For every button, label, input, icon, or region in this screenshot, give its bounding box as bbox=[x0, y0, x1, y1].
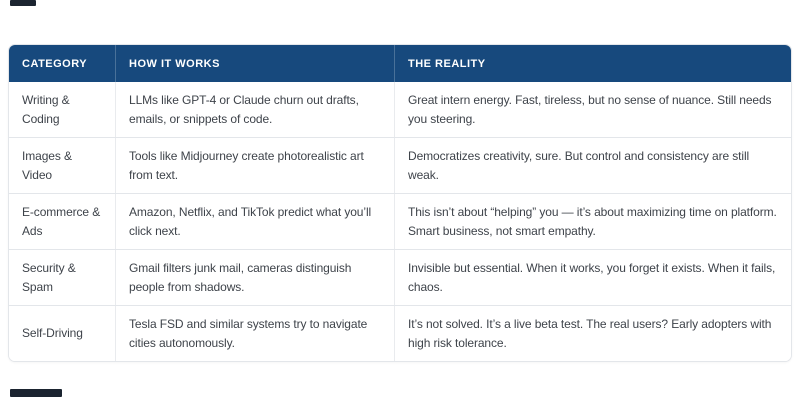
how-it-works-text: Tools like Midjourney create photorealistic art from text. bbox=[129, 148, 364, 182]
how-it-works-cell bbox=[115, 82, 394, 137]
table-row bbox=[9, 194, 791, 250]
reality-cell bbox=[394, 306, 791, 361]
column-header-the-reality bbox=[394, 45, 791, 82]
category-text: Writing & Coding bbox=[22, 92, 70, 126]
category-cell bbox=[9, 306, 115, 361]
column-header-how-it-works-label: HOW IT WORKS bbox=[129, 57, 220, 70]
how-it-works-text: Amazon, Netflix, and TikTok predict what you’ll click next. bbox=[129, 204, 372, 238]
reality-cell bbox=[394, 250, 791, 305]
how-it-works-cell bbox=[115, 250, 394, 305]
reality-text: This isn’t about “helping” you — it’s about maximizing time on platform. Smart business, not smart empathy. bbox=[408, 204, 777, 238]
how-it-works-text: Tesla FSD and similar systems try to navigate cities autonomously. bbox=[129, 316, 368, 350]
table-header-row bbox=[9, 45, 791, 82]
column-header-how-it-works bbox=[115, 45, 394, 82]
reality-text: Democratizes creativity, sure. But control and consistency are still weak. bbox=[408, 148, 750, 182]
reality-text: Great intern energy. Fast, tireless, but no sense of nuance. Still needs you steering. bbox=[408, 92, 772, 126]
table-row bbox=[9, 82, 791, 138]
reality-cell bbox=[394, 138, 791, 193]
how-it-works-text: LLMs like GPT-4 or Claude churn out drafts, emails, or snippets of code. bbox=[129, 92, 359, 126]
reality-text: It’s not solved. It’s a live beta test. The real users? Early adopters with high risk tolerance. bbox=[408, 316, 772, 350]
reality-text: Invisible but essential. When it works, you forget it exists. When it fails, chaos. bbox=[408, 260, 776, 294]
how-it-works-cell bbox=[115, 194, 394, 249]
category-cell bbox=[9, 138, 115, 193]
how-it-works-cell bbox=[115, 306, 394, 361]
category-text: Security & Spam bbox=[22, 260, 76, 294]
how-it-works-cell bbox=[115, 138, 394, 193]
reality-cell bbox=[394, 82, 791, 137]
category-cell bbox=[9, 82, 115, 137]
comparison-table bbox=[8, 44, 792, 362]
table-row bbox=[9, 306, 791, 361]
how-it-works-text: Gmail filters junk mail, cameras distinguish people from shadows. bbox=[129, 260, 352, 294]
reality-cell bbox=[394, 194, 791, 249]
top-edge-text-fragment bbox=[10, 0, 36, 6]
column-header-the-reality-label: THE REALITY bbox=[408, 57, 486, 70]
category-text: E-commerce & Ads bbox=[22, 204, 101, 238]
column-header-category-label: CATEGORY bbox=[22, 57, 88, 70]
category-text: Self-Driving bbox=[22, 326, 83, 340]
category-text: Images & Video bbox=[22, 148, 72, 182]
category-cell bbox=[9, 250, 115, 305]
column-header-category bbox=[9, 45, 115, 82]
table-row bbox=[9, 250, 791, 306]
bottom-edge-text-fragment bbox=[10, 389, 62, 397]
table-row bbox=[9, 138, 791, 194]
category-cell bbox=[9, 194, 115, 249]
